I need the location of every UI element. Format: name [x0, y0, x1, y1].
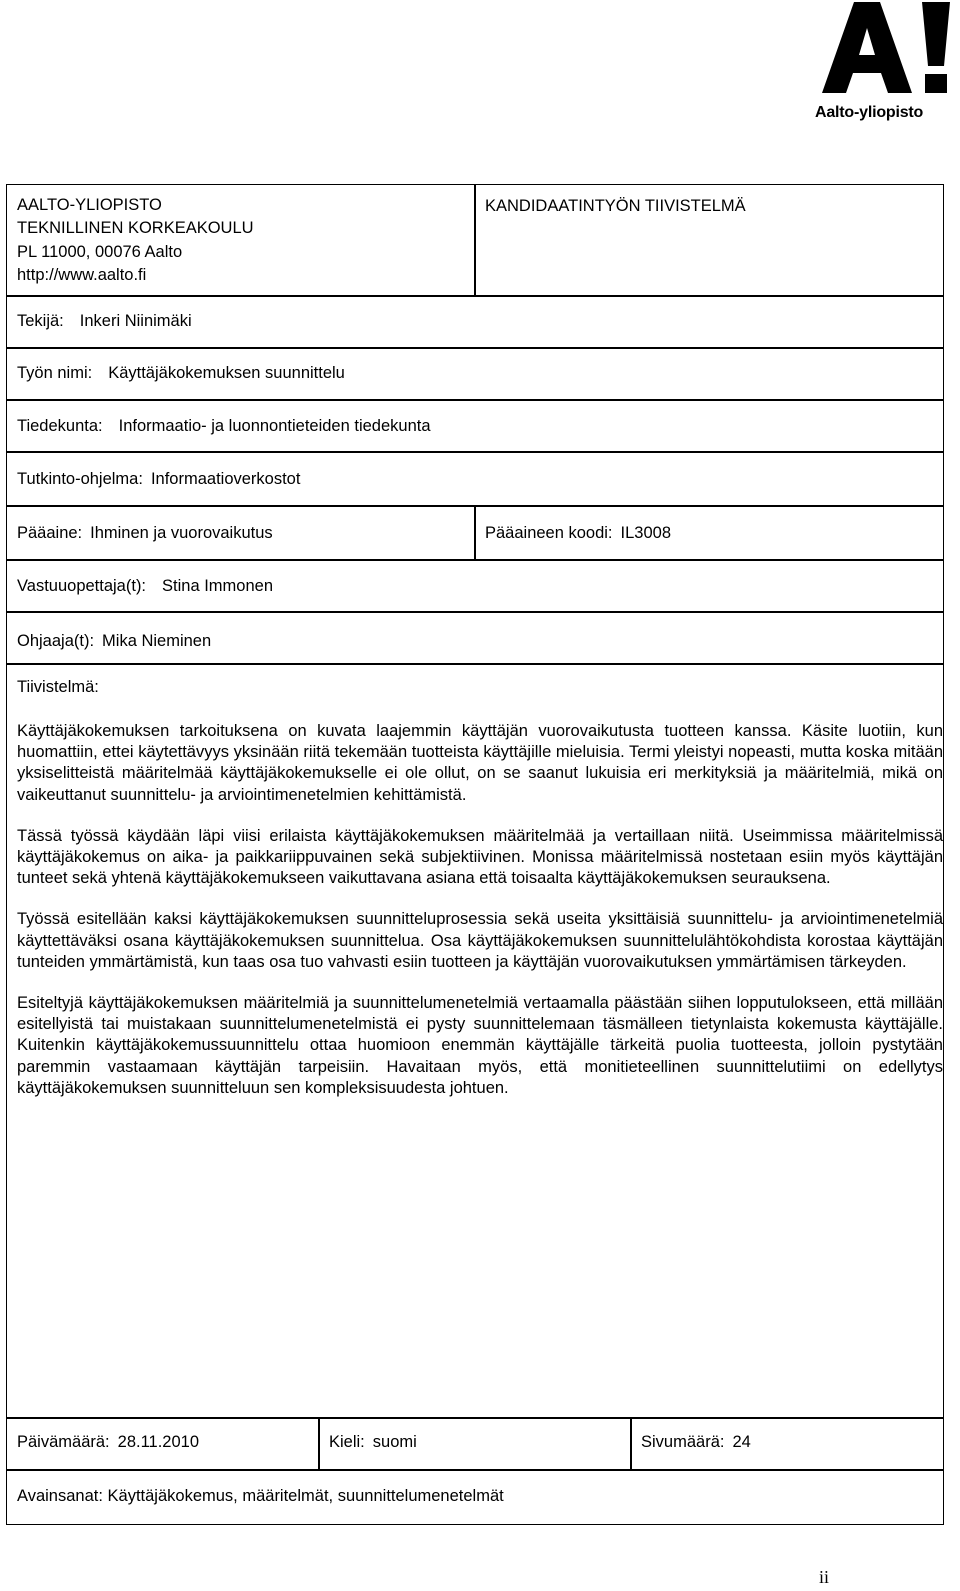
document-type-heading: KANDIDAATINTYÖN TIIVISTELMÄ [485, 197, 746, 215]
keywords-label: Avainsanat: [17, 1487, 103, 1505]
title-value: Käyttäjäkokemuksen suunnittelu [108, 364, 345, 382]
language-value: suomi [372, 1433, 417, 1451]
major-code-label: Pääaineen koodi: [485, 524, 613, 542]
major-code-value: IL3008 [620, 524, 671, 542]
institution-line-3: PL 11000, 00076 Aalto [17, 243, 183, 261]
page-number: ii [819, 1567, 830, 1587]
aalto-a-exclamation-logo-mark [822, 0, 952, 95]
supervisor-label: Vastuuopettaja(t): [17, 577, 147, 595]
faculty-field [17, 416, 431, 436]
major-code-field [485, 523, 671, 543]
faculty-label: Tiedekunta: [17, 417, 103, 435]
abstract-paragraph: Esiteltyjä käyttäjäkokemuksen määritelmiä ja suunnittelumenetelmiä vertaamalla päästään siihen lopputulokseen, että millään esitellyistä tai muistakaan suunnittelumenetelmistä ei pysty suunnittelemaan täsmälleen tietynlaista kokemusta käyttäjälle. Kuitenkin käyttäjäkokemussuunnittelu ottaa huomioon enemmän käyttäjälle tärkeitä puolia tuotteesta, jolloin pystytään paremmin vastaamaan käyttäjän tarpeisiin. Havaitaan myös, että monitieteellinen suunnittelutiimi on edellytys käyttäjäkokemuksen suunnitteluun sen kompleksisuudesta johtuen. [17, 994, 943, 1097]
abstract-text [17, 721, 943, 1119]
keywords-field [17, 1486, 504, 1506]
supervisor-value: Stina Immonen [162, 577, 274, 595]
author-label: Tekijä: [17, 312, 64, 330]
abstract-paragraph: Työssä esitellään kaksi käyttäjäkokemuksen suunnitteluprosessia sekä useita yksittäisiä suunnittelu- ja arviointimenetelmiä käyttettäväksi osana käyttäjäkokemuksen suunnittelua. Osa käyttäjäkokemuksen suunnittelulähtökohdista korostaa käyttäjän tunteiden ymmärtämistä, kun taas osa tuo vahvasti esiin tuotteen ja käyttäjän vuorovaikutuksen ymmärtämisen tärkeyden. [17, 910, 943, 971]
institution-line-1: AALTO-YLIOPISTO [17, 196, 162, 214]
pages-label: Sivumäärä: [641, 1433, 725, 1451]
title-label: Työn nimi: [17, 364, 93, 382]
major-value: Ihminen ja vuorovaikutus [90, 524, 273, 542]
abstract-paragraph: Tässä työssä käydään läpi viisi erilaista käyttäjäkokemuksen määritelmää ja vertaillaan niitä. Useimmissa määritelmissä käyttäjäkokemus on aika- ja paikkariippuvainen sekä subjektiivinen. Monissa määritelmissä nostetaan esiin myös käyttäjän tunteet sekä yhtenä käyttäjäkokemukseen vaikuttavana asiana että toisaalta käyttäjäkokemuksen seurauksena. [17, 826, 943, 888]
major-field [17, 523, 273, 543]
language-label: Kieli: [329, 1433, 365, 1451]
aalto-logo [810, 0, 960, 130]
abstract-paragraph: Käyttäjäkokemuksen tarkoituksena on kuvata laajemmin käyttäjän vuorovaikutusta tuotteen kanssa. Käsite luotiin, kun huomattiin, ettei käytettävyys yksinään riitä tekemään tuotteista käyttäjille mieluisia. Termi yleistyi nopeasti, mutta koska mitään yksiselitteistä määritelmää käyttäjäkokemukselle ei ole ollut, on se saanut lukuisia eri merkityksiä ja määritelmiä, mikä on vaikeuttanut suunnittelu- ja arviointimenetelmien kehittämistä. [17, 722, 943, 804]
programme-field [17, 469, 300, 489]
instructor-field [17, 631, 211, 651]
institution-url: http://www.aalto.fi [17, 266, 147, 284]
author-value: Inkeri Niinimäki [79, 312, 192, 330]
abstract-label: Tiivistelmä: [17, 678, 99, 696]
pages-field [641, 1432, 751, 1452]
date-label: Päivämäärä: [17, 1433, 110, 1451]
faculty-value: Informaatio- ja luonnontieteiden tiedekunta [118, 417, 431, 435]
language-field [329, 1432, 417, 1452]
pages-value: 24 [732, 1433, 751, 1451]
keywords-value: Käyttäjäkokemus, määritelmät, suunnittelumenetelmät [107, 1487, 504, 1505]
programme-label: Tutkinto-ohjelma: [17, 470, 143, 488]
author-field [17, 311, 192, 331]
major-label: Pääaine: [17, 524, 83, 542]
programme-value: Informaatioverkostot [150, 470, 301, 488]
title-field [17, 363, 345, 383]
date-field [17, 1432, 199, 1452]
institution-line-2: TEKNILLINEN KORKEAKOULU [17, 219, 254, 237]
instructor-value: Mika Nieminen [102, 632, 212, 650]
date-value: 28.11.2010 [117, 1433, 199, 1451]
instructor-label: Ohjaaja(t): [17, 632, 95, 650]
supervisor-field [17, 576, 273, 596]
logo-caption: Aalto-yliopisto [815, 104, 924, 121]
